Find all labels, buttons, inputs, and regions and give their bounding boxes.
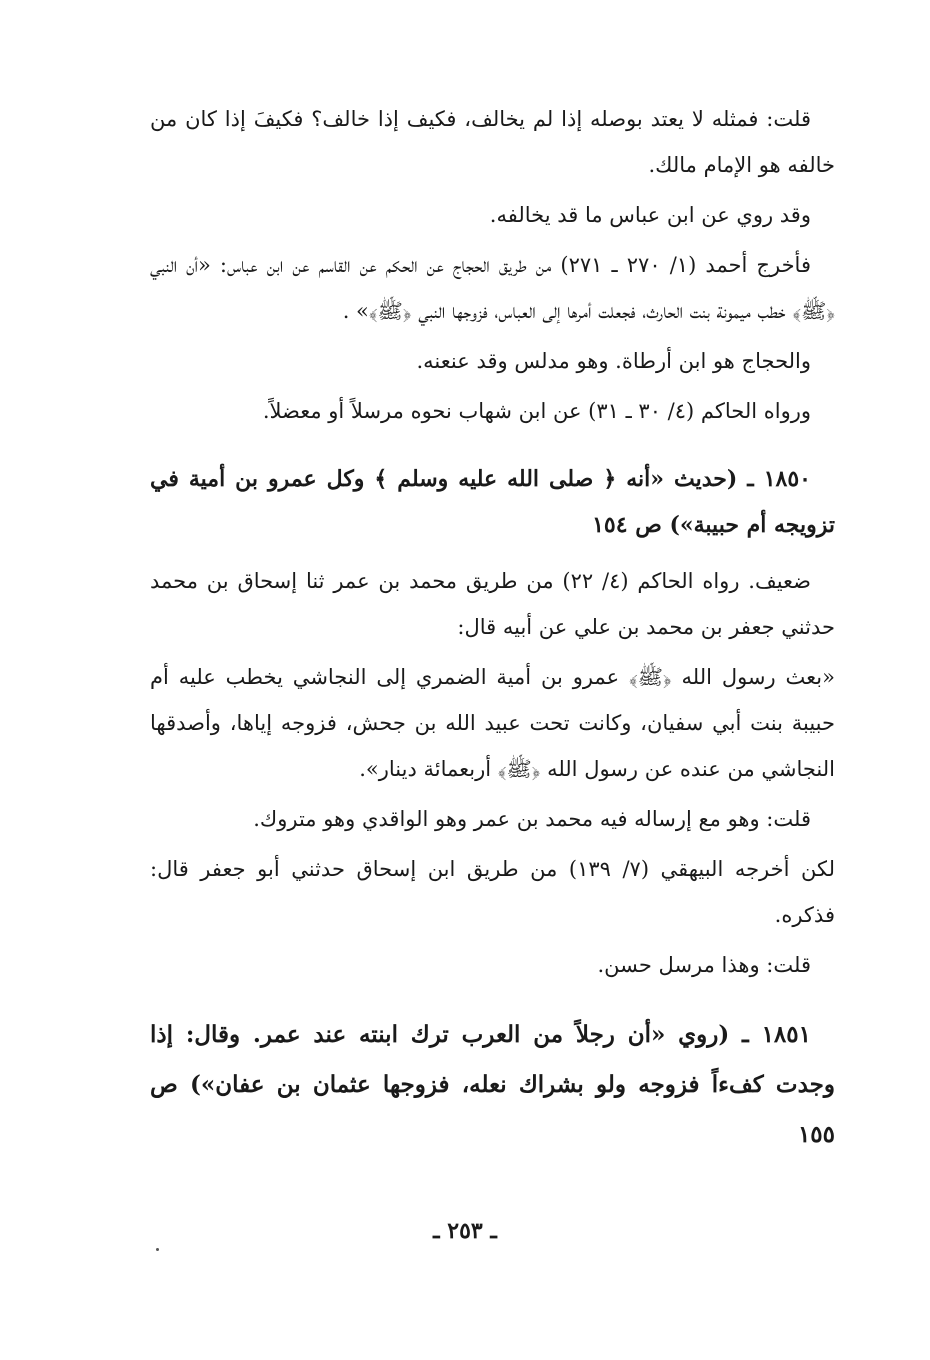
paragraph-ibn-abbas-note: وقد روي عن ابن عباس ما قد يخالفه. xyxy=(489,203,811,227)
paragraph-ahmad-narration: فأخرج أحمد (١/ ٢٧٠ ـ ٢٧١) من طريق الحجاج عن الحكم عن القاسم عن ابن عباس: «أن النبي ﴿ﷺ﴾ خطب ميمونة بنت الحارث، فجعلت أمرها إلى العباس، فزوجها النبي ﴿ﷺ﴾» . xyxy=(150,253,835,323)
paragraph-waqidi-note: قلت: وهو مع إرساله فيه محمد بن عمر وهو الواقدي وهو متروك. xyxy=(253,807,811,831)
page-body xyxy=(150,96,835,1160)
hadith-heading-1851: ١٨٥١ ـ (روي «أن رجلاً من العرب ترك ابنته عند عمر. وقال: إذا وجدت كفءاً فزوجه ولو بشراك نعله، فزوجها عثمان بن عفان») ص ١٥٥ xyxy=(150,1021,835,1148)
paragraph-bayhaqi-note: لكن أخرجه البيهقي (٧/ ١٣٩) من طريق ابن إسحاق حدثني أبو جعفر قال: فذكره. xyxy=(150,857,835,927)
paragraph-narration-quote: «بعث رسول الله ﴿ﷺ﴾ عمرو بن أمية الضمري إلى النجاشي يخطب عليه أم حبيبة بنت أبي سفيان، وكانت تحت عبيد الله بن جحش، فزوجه إياها، وأصدقها النجاشي من عنده عن رسول الله ﴿ﷺ﴾ أربعمائة دينار». xyxy=(150,665,835,781)
page-number: ـ ٢٥٣ ـ xyxy=(433,1218,497,1244)
paragraph-commentary-1: قلت: فمثله لا يعتد بوصله إذا لم يخالف، فكيف إذا خالف؟ فكيفَ إذا كان من خالفه هو الإمام مالك. xyxy=(150,107,835,177)
paragraph-hakim-note: ورواه الحاكم (٤/ ٣٠ ـ ٣١) عن ابن شهاب نحوه مرسلاً أو معضلاً. xyxy=(262,399,811,423)
paragraph-hajjaj-note: والحجاج هو ابن أرطاة. وهو مدلس وقد عنعنه. xyxy=(416,349,811,373)
paragraph-mursal-hasan: قلت: وهذا مرسل حسن. xyxy=(597,953,811,977)
paragraph-grading-1850: ضعيف. رواه الحاكم (٤/ ٢٢) من طريق محمد بن عمر ثنا إسحاق بن محمد حدثني جعفر بن محمد بن علي عن أبيه قال: xyxy=(150,569,835,639)
hadith-heading-1850: ١٨٥٠ ـ (حديث «أنه ﴿ صلى الله عليه وسلم ﴾ وكل عمرو بن أمية في تزويجه أم حبيبة») ص ١٥٤ xyxy=(150,466,835,538)
scan-speck xyxy=(156,1248,159,1251)
